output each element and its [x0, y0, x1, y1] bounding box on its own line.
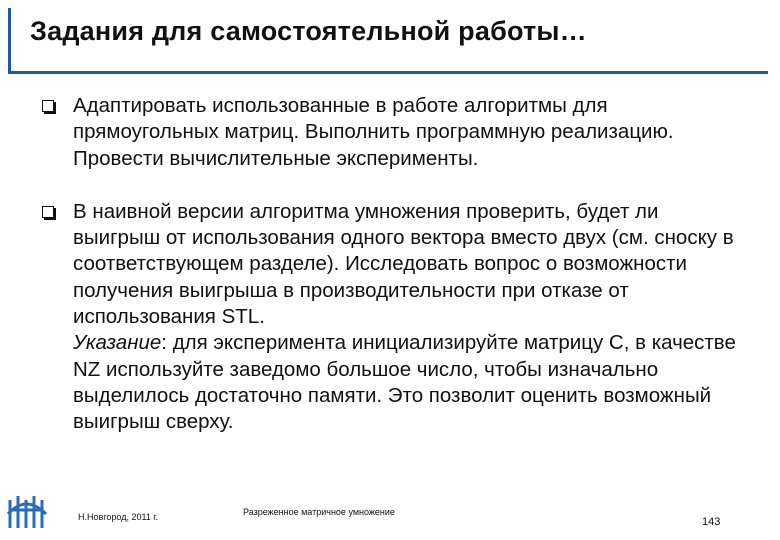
task-text: Адаптировать использованные в работе алгоритмы для прямоугольных матриц. Выполнить программную реализацию. Провести вычислительные эксперименты.	[73, 94, 674, 170]
checkbox-bullet-icon	[42, 206, 54, 218]
page-number: 143	[702, 516, 721, 528]
task-note	[73, 330, 740, 435]
task-text: В наивной версии алгоритма умножения проверить, будет ли выигрыш от использования одного вектора вместо двух (см. сноску в соответствующем разделе). Исследовать вопрос о возможности получения выигрыша в производительности при отказе от использования STL.	[73, 199, 734, 329]
note-text: : для эксперимента инициализируйте матрицу C, в качестве NZ используйте заведомо большое число, чтобы изначально выделилось достаточно памяти. Это позволит оценить возможный выигрыш сверху.	[73, 331, 736, 434]
note-label: Указание	[73, 331, 162, 355]
task-item-1	[40, 93, 740, 172]
footer-location: Н.Новгород, 2011 г.	[78, 512, 158, 522]
task-item-2	[40, 199, 740, 436]
footer-topic: Разреженное матричное умножение	[243, 507, 395, 517]
task-list	[40, 93, 740, 436]
slide-title: Задания для самостоятельной работы…	[30, 16, 587, 46]
university-logo-icon	[4, 488, 48, 532]
checkbox-bullet-icon	[42, 100, 54, 112]
